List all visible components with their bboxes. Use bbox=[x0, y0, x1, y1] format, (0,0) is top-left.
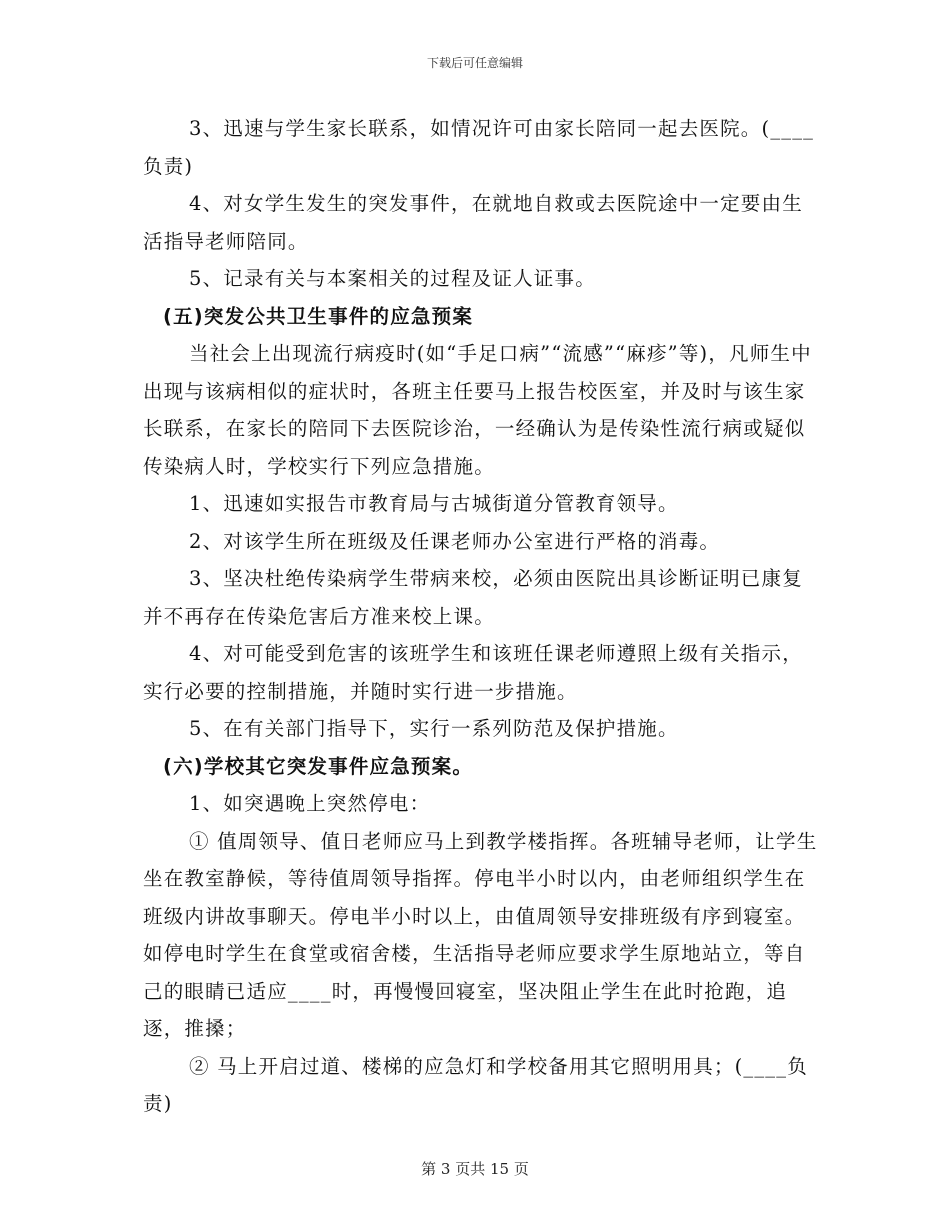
paragraph-measure-5: 5、在有关部门指导下，实行一系列防范及保护措施。 bbox=[189, 717, 679, 740]
paragraph-measure-1: 1、迅速如实报告市教育局与古城街道分管教育领导。 bbox=[189, 492, 679, 515]
paragraph-outage-step-1: ① 值周领导、值日老师应马上到教学楼指挥。各班辅导老师，让学生坐在教室静候，等待值周领导指挥。停电半小时以内，由老师组织学生在班级内讲故事聊天。停电半小时以上，由值周领导安排班级有序到寝室。如停电时学生在食堂或宿舍楼，生活指导老师应要求学生原地站立，等自己的眼睛已适应____时，再慢慢回寝室，坚决阻止学生在此时抢跑，追逐，推搡； bbox=[143, 829, 818, 1040]
page-header: 下载后可任意编辑 bbox=[426, 56, 523, 70]
paragraph-measure-4: 4、对可能受到危害的该班学生和该班任课老师遵照上级有关指示，实行必要的控制措施，并随时实行进一步措施。 bbox=[143, 642, 803, 703]
paragraph-epidemic-intro: 当社会上出现流行病疫时(如“手足口病”“流感”“麻疹”等)，凡师生中出现与该病相似的症状时，各班主任要马上报告校医室，并及时与该生家长联系，在家长的陪同下去医院诊治，一经确认为是传染性流行病或疑似传染病人时，学校实行下列应急措施。 bbox=[143, 342, 812, 478]
page-number: 第 3 页共 15 页 bbox=[421, 1160, 529, 1178]
section-heading-other-emergencies: (六)学校其它突发事件应急预案。 bbox=[163, 754, 474, 778]
paragraph-item-4-female-students: 4、对女学生发生的突发事件，在就地自救或去医院途中一定要由生活指导老师陪同。 bbox=[143, 192, 803, 253]
paragraph-item-3-contact-parents: 3、迅速与学生家长联系，如情况许可由家长陪同一起去医院。(____负责) bbox=[143, 117, 815, 178]
document-body bbox=[143, 110, 823, 1123]
paragraph-measure-2: 2、对该学生所在班级及任课老师办公室进行严格的消毒。 bbox=[189, 529, 721, 553]
paragraph-outage-step-2: ② 马上开启过道、楼梯的应急灯和学校备用其它照明用具；(____负责) bbox=[143, 1054, 808, 1115]
paragraph-measure-3: 3、坚决杜绝传染病学生带病来校，必须由医院出具诊断证明已康复并不再存在传染危害后方准来校上课。 bbox=[143, 567, 803, 628]
section-heading-public-health: (五)突发公共卫生事件的应急预案 bbox=[163, 304, 474, 328]
paragraph-power-outage: 1、如突遇晚上突然停电： bbox=[189, 792, 431, 815]
paragraph-item-5-record: 5、记录有关与本案相关的过程及证人证事。 bbox=[189, 267, 596, 290]
